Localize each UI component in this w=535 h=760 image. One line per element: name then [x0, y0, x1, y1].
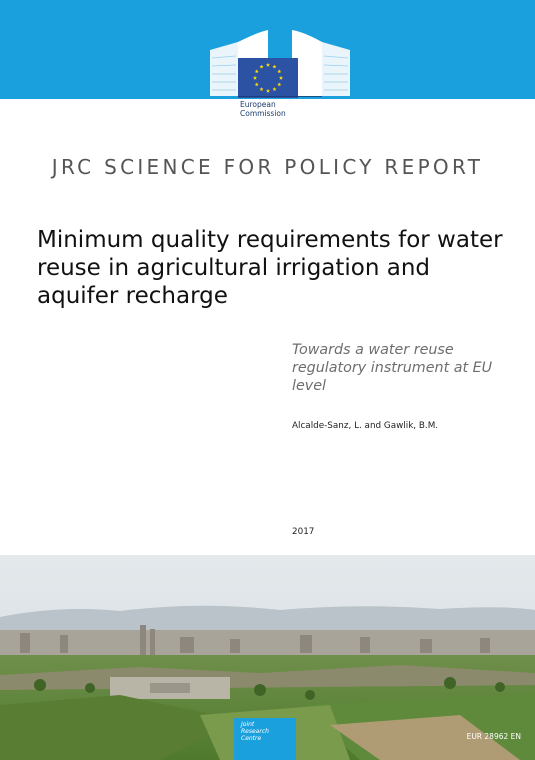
- jrc-badge-text: Joint Research Centre: [241, 721, 269, 742]
- logo-wordmark: [240, 100, 286, 118]
- logo-line2: Commission: [240, 109, 286, 118]
- report-number: EUR 28962 EN: [466, 732, 521, 741]
- report-subtitle: Towards a water reuse regulatory instrument at EU level: [292, 342, 493, 394]
- publication-year: 2017: [292, 527, 315, 537]
- logo-line1: European: [240, 100, 276, 109]
- report-title: Minimum quality requirements for water reuse in agricultural irrigation and aquifer recharge: [37, 227, 503, 309]
- authors: Alcalde-Sanz, L. and Gawlik, B.M.: [292, 421, 439, 431]
- series-title: JRC SCIENCE FOR POLICY REPORT: [51, 155, 484, 179]
